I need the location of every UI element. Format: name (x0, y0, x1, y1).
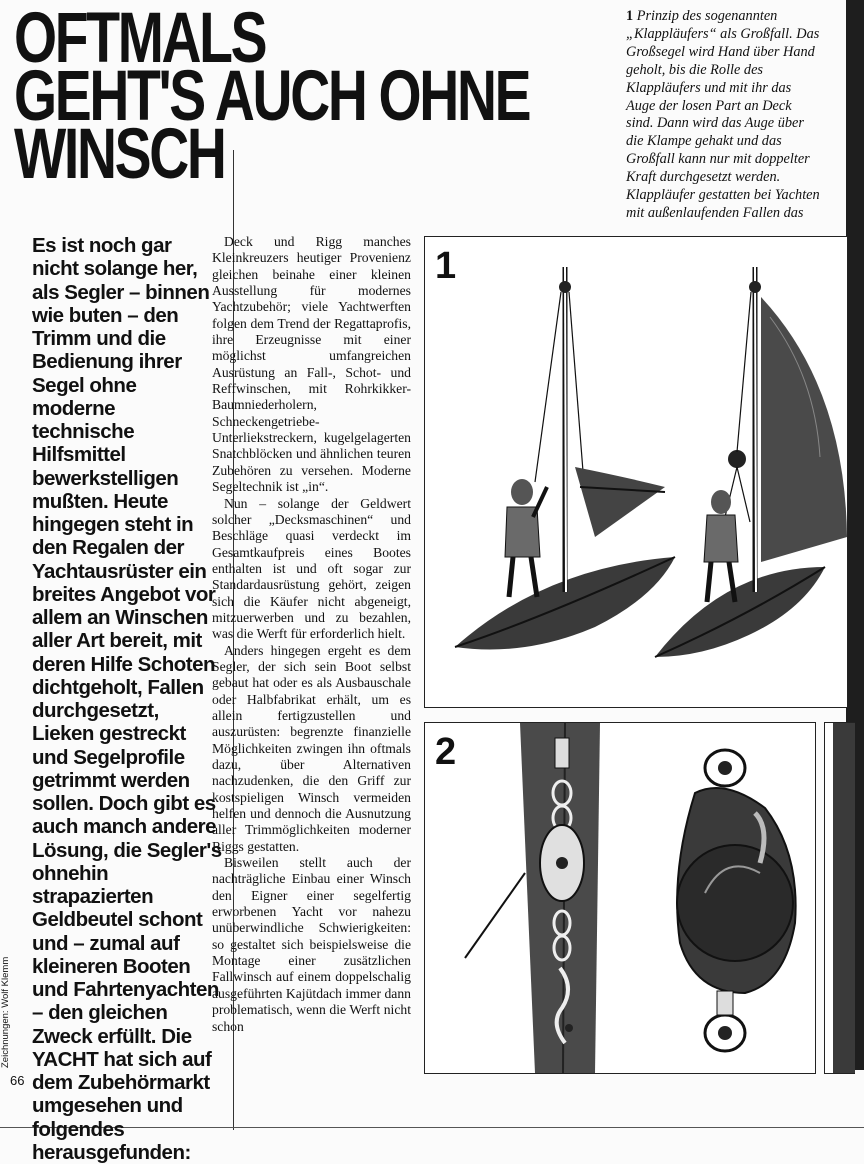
headline-line-1: OFTMALS (14, 0, 266, 78)
illustration-credit: Zeichnungen: Wolf Klemm (0, 956, 11, 1068)
figure-2-number: 2 (435, 731, 457, 773)
page-number: 66 (10, 1073, 25, 1088)
figure-3-partial (824, 722, 855, 1074)
body-paragraph-4: Bisweilen stellt auch der nachträgliche Einbau einer Winsch den Eigner einer segelfertig erworbenen Yacht vor nahezu unüberwindliche Schwierigkeiten: so gestaltet sich beispielsweise die Montage einer zusätzlichen Fallwinsch auf einem doppelschalig ausgeführten Kajütdach immer dann problematisch, wenn die Werft nicht schon (212, 855, 411, 1034)
body-paragraph-3: Anders hingegen ergeht es dem Segler, der sich sein Boot selbst gebaut hat oder es als Ausbauschale oder Halbfabrikat erhält, um es allein fertigzustellen und auszurüsten: begrenzte finanzielle Möglichkeiten zwingen ihn oftmals dazu, über Alternativen nachzudenken, die den Griff zur kostspieligen Winsch vermeiden helfen und dennoch die Ausnutzung aller Trimmöglichkeiten moderner Riggs gestatten. (212, 642, 411, 854)
figure-2 (424, 722, 816, 1074)
body-paragraph-1: Deck und Rigg manches Kleinkreuzers heutiger Provenienz gleichen beinahe einer kleinen Ausstellung für modernes Yachtzubehör; viele Yachtwerften folgen dem Trend der Regattaprofis, ihre Erzeugnisse mit einer möglichst umfangreichen Ausrüstung an Fall-, Schot- und Reffwinschen, mit Rohrkikker-Baumniederholern, Schneckengetriebe-Unterliekstreckern, kugelgelagerten Snatchblöcken und ähnlichen teuren Zubehören zu versehen. Moderne Segeltechnik ist „in“. (212, 234, 411, 495)
headline-line-3: WINSCH (14, 115, 225, 194)
boat-right-illustration (655, 267, 847, 657)
lead-paragraph: Es ist noch gar nicht solange her, als Segler – binnen wie buten – den Trimm und die Bedienung ihrer Segel ohne moderne technische Hilfsmittel bewerkstelligen mußten. Heute hingegen steht in den Regalen der Yachtausrüster ein breites Angebot vor allem an Winschen aller Art bereit, mit deren Hilfe Schoten dichtgeholt, Fallen durchgesetzt, Lieken gestreckt und Segelprofile getrimmt werden sollen. Doch gibt es auch manch andere Lösung, die Segler's ohnehin strapazierten Geldbeutel schont und – zumal auf kleineren Booten und Fahrtenyachten – den gleichen Zweck erfüllt. Die YACHT hat sich auf dem Zubehörmarkt umgesehen und folgendes herausgefunden: (32, 234, 222, 1164)
figure-1-drawing (425, 237, 847, 707)
figure-caption (626, 8, 822, 223)
figure-1-number: 1 (435, 245, 457, 287)
mast-with-block-illustration (465, 723, 600, 1073)
headline (14, 0, 530, 194)
figure-3-drawing (825, 723, 855, 1073)
article-body (212, 234, 411, 1035)
caption-number: 1 (626, 8, 634, 24)
body-paragraph-2: Nun – solange der Geldwert solcher „Decksmaschinen“ und Beschläge quasi verdeckt im Gesamtkaufpreis eines Bootes enthalten ist und oft sogar zur Standardausrüstung gehört, zeigen sich die Käufer nicht abgeneigt, mitzuerwerben und zu bezahlen, was die Werft für erforderlich hielt. (212, 495, 411, 642)
headline-line-2: GEHT'S AUCH OHNE (14, 57, 530, 136)
figure-2-drawing (425, 723, 815, 1073)
figure-1 (424, 236, 848, 708)
snatch-block-illustration (677, 750, 796, 1051)
caption-text: Prinzip des sogenannten „Klappläufers“ als Großfall. Das Großsegel wird Hand über Hand geholt, bis die Rolle des Klappläufers und mit ihr das Auge der losen Part an Deck sind. Dann wird das Auge über die Klampe gehakt und das Großfall kann nur mit doppelter Kraft durchgesetzt werden. Klappläufer gestatten bei Yachten mit außenlaufenden Fallen das (626, 8, 820, 221)
boat-left-illustration (455, 267, 675, 650)
